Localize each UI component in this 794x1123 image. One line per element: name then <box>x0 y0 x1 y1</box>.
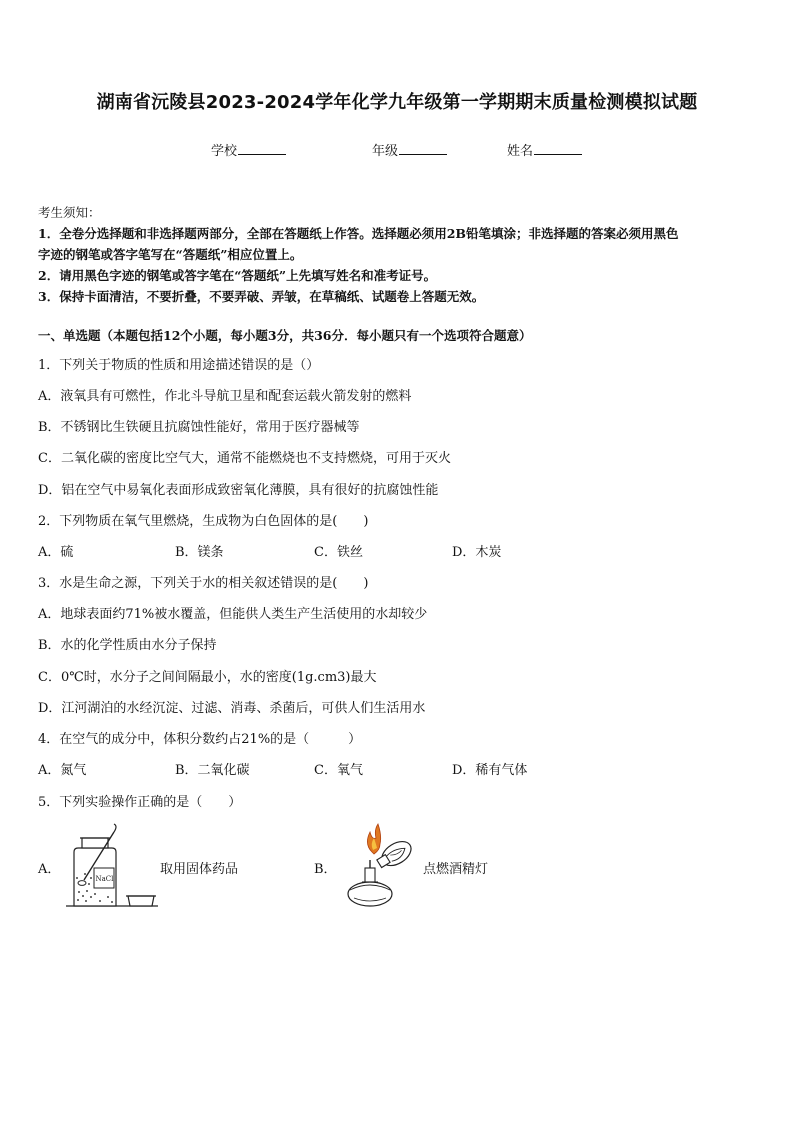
page-title: 湖南省沅陵县2023-2024学年化学九年级第一学期期末质量检测模拟试题 <box>96 92 698 113</box>
option-row <box>38 759 758 779</box>
question-stem: 4．在空气的成分中，体积分数约占21%的是（ ） <box>38 732 362 747</box>
answer-option[interactable]: B．水的化学性质由水分子保持 <box>38 638 217 653</box>
grade-field <box>372 140 447 159</box>
question-stem: 1．下列关于物质的性质和用途描述错误的是（） <box>38 358 320 373</box>
option-row <box>38 541 758 561</box>
answer-option[interactable]: A．硫 <box>38 545 74 560</box>
notice-item: 2．请用黑色字迹的钢笔或答字笔在“答题纸”上先填写姓名和准考证号。 <box>38 268 437 283</box>
answer-option[interactable]: B．二氧化碳 <box>175 763 250 778</box>
answer-option[interactable]: A．液氧具有可燃性，作北斗导航卫星和配套运载火箭发射的燃料 <box>38 389 412 404</box>
solid-reagent-bottle-figure <box>64 822 160 910</box>
section-title: 一、单选题（本题包括12个小题，每小题3分，共36分．每小题只有一个选项符合题意） <box>38 328 532 343</box>
answer-option[interactable]: C．0℃时，水分子之间间隔最小，水的密度(1g.cm3)最大 <box>38 670 377 685</box>
answer-option[interactable]: C．二氧化碳的密度比空气大，通常不能燃烧也不支持燃烧，可用于灭火 <box>38 451 451 466</box>
answer-option[interactable]: B．镁条 <box>175 545 224 560</box>
alcohol-lamp-figure <box>340 820 422 912</box>
notice-item: 字迹的钢笔或答字笔写在“答题纸”相应位置上。 <box>38 247 303 262</box>
answer-option[interactable]: D．江河湖泊的水经沉淀、过滤、消毒、杀菌后，可供人们生活用水 <box>38 701 426 716</box>
bottle-label-text: NaCl <box>95 875 114 883</box>
question-stem: 2．下列物质在氧气里燃烧，生成物为白色固体的是( ) <box>38 514 369 529</box>
name-blank[interactable] <box>534 142 582 155</box>
figure-option-caption: 取用固体药品 <box>160 862 239 877</box>
answer-option[interactable]: D．铝在空气中易氧化表面形成致密氧化薄膜，具有很好的抗腐蚀性能 <box>38 483 439 498</box>
answer-option[interactable]: C．铁丝 <box>314 545 363 560</box>
grade-blank[interactable] <box>399 142 447 155</box>
question-stem: 3．水是生命之源，下列关于水的相关叙述错误的是( ) <box>38 576 369 591</box>
answer-option[interactable]: D．木炭 <box>452 545 502 560</box>
school-blank[interactable] <box>238 142 286 155</box>
answer-option[interactable]: B．不锈钢比生铁硬且抗腐蚀性能好，常用于医疗器械等 <box>38 420 360 435</box>
notice-item: 3．保持卡面清洁，不要折叠，不要弄破、弄皱，在草稿纸、试题卷上答题无效。 <box>38 289 485 304</box>
notice-heading: 考生须知： <box>38 205 101 220</box>
school-field <box>211 140 286 159</box>
figure-option-caption: 点燃酒精灯 <box>423 862 489 877</box>
answer-option[interactable]: A．地球表面约71%被水覆盖，但能供人类生产生活使用的水却较少 <box>38 607 428 622</box>
figure-option-letter[interactable]: A． <box>38 862 61 877</box>
answer-option[interactable]: D．稀有气体 <box>452 763 528 778</box>
question-stem: 5．下列实验操作正确的是（ ） <box>38 795 242 810</box>
name-label: 姓名 <box>507 144 534 159</box>
notice-item: 1．全卷分选择题和非选择题两部分，全部在答题纸上作答。选择题必须用2B铅笔填涂；非选择题的答案必须用黑色 <box>38 226 679 241</box>
answer-option[interactable]: A．氮气 <box>38 763 87 778</box>
exam-notice <box>38 202 758 307</box>
school-label: 学校 <box>211 144 238 159</box>
figure-option-letter[interactable]: B． <box>314 862 337 877</box>
name-field <box>507 140 582 159</box>
answer-option[interactable]: C．氧气 <box>314 763 363 778</box>
grade-label: 年级 <box>372 144 399 159</box>
